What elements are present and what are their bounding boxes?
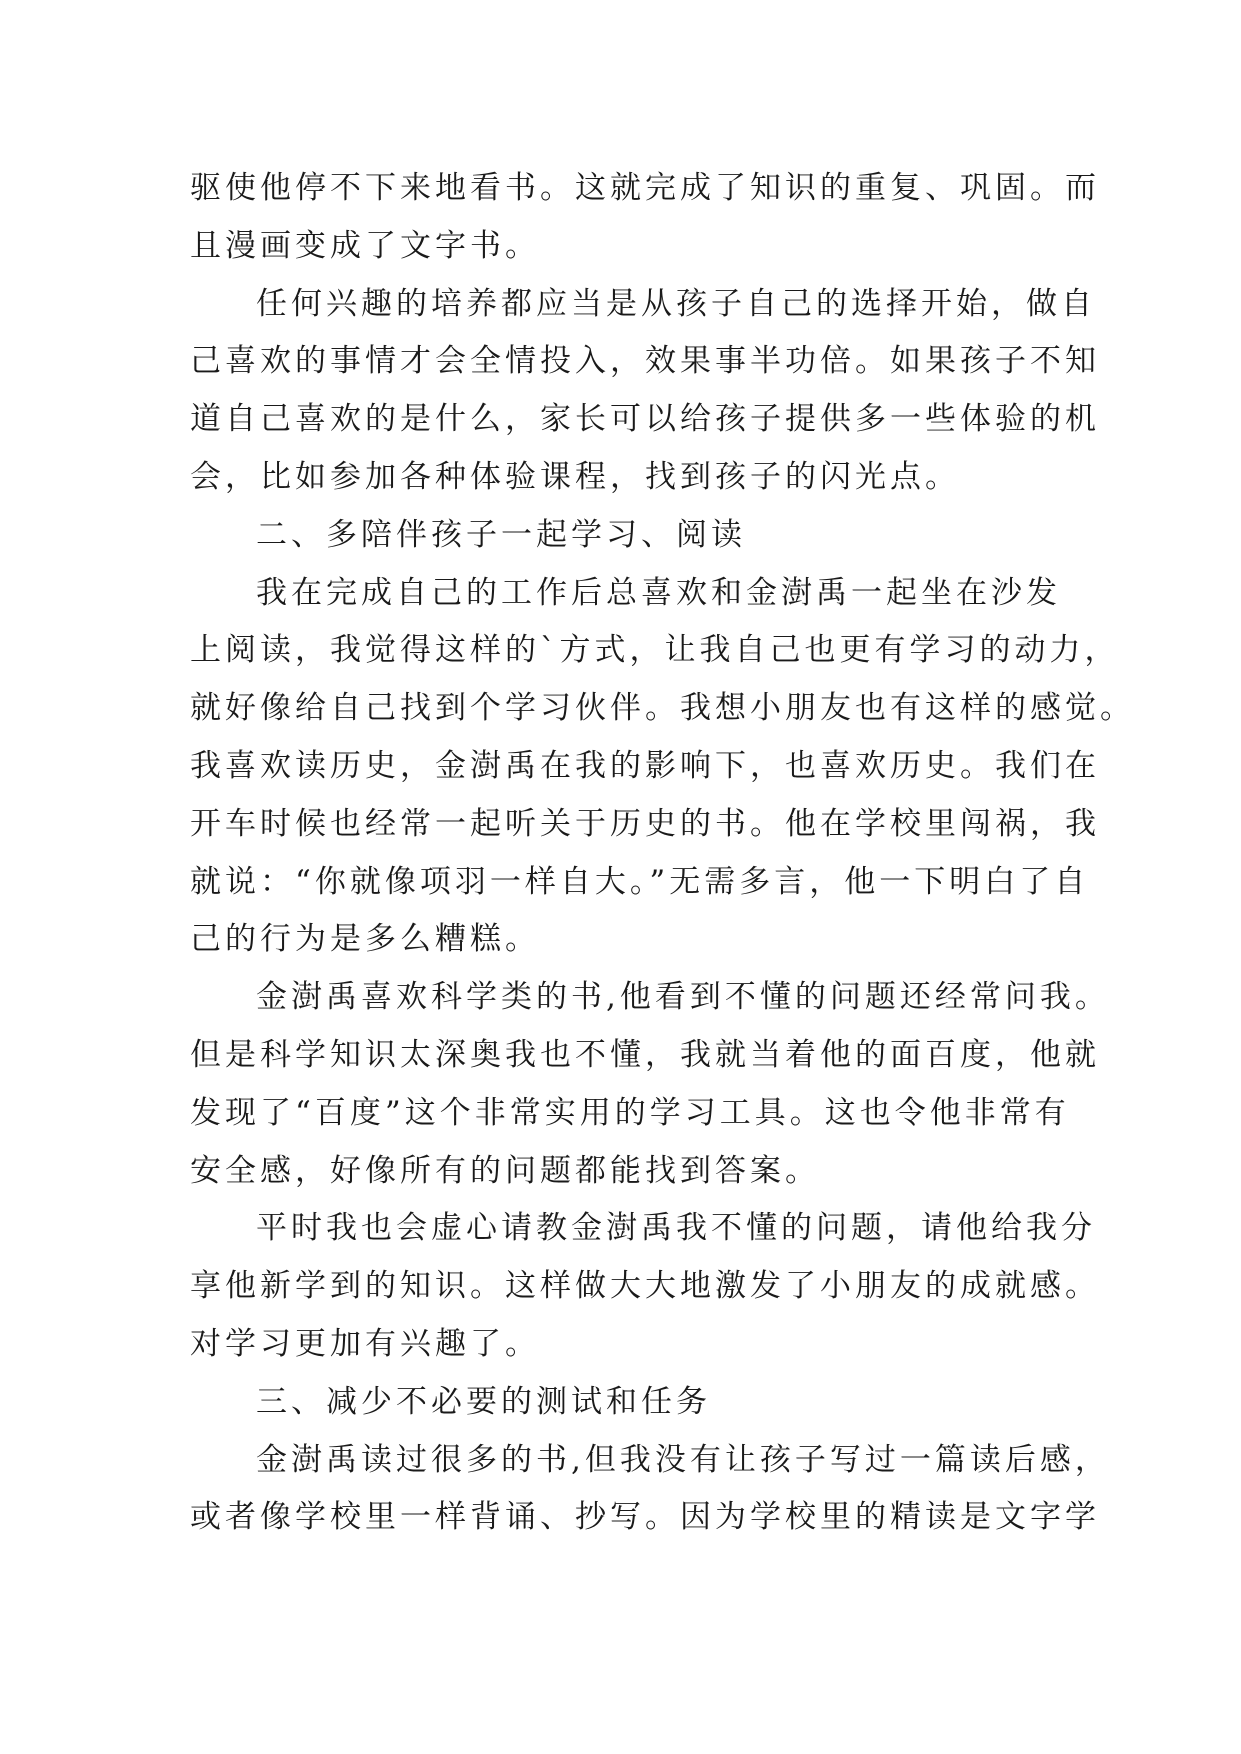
text-line: 己的行为是多么糟糕。 [190,921,540,958]
text-line: 发现了“百度”这个非常实用的学习工具。这也令他非常有 [190,1094,1070,1131]
text-line: 对学习更加有兴趣了。 [190,1325,540,1362]
paragraph-start-line: 我在完成自己的工作后总喜欢和金澍禹一起坐在沙发 [256,574,1061,611]
text-line: 我喜欢读历史，金澍禹在我的影响下，也喜欢历史。我们在 [190,747,1100,784]
text-line: 享他新学到的知识。这样做大大地激发了小朋友的成就感。 [190,1268,1100,1305]
text-line: 会，比如参加各种体验课程，找到孩子的闪光点。 [190,458,960,495]
text-line: 上阅读，我觉得这样的`方式，让我自己也更有学习的动力， [190,632,1120,669]
text-line: 但是科学知识太深奥我也不懂，我就当着他的面百度，他就 [190,1036,1100,1073]
text-line: 道自己喜欢的是什么，家长可以给孩子提供多一些体验的机 [190,401,1100,438]
text-line: 开车时候也经常一起听关于历史的书。他在学校里闯祸，我 [190,805,1100,842]
text-line: 己喜欢的事情才会全情投入，效果事半功倍。如果孩子不知 [190,343,1100,380]
section-heading: 二、多陪伴孩子一起学习、阅读 [256,516,746,553]
section-heading: 三、减少不必要的测试和任务 [256,1383,711,1420]
paragraph-start-line: 金澍禹读过很多的书,但我没有让孩子写过一篇读后感， [256,1441,1110,1478]
paragraph-start-line: 任何兴趣的培养都应当是从孩子自己的选择开始，做自 [256,285,1096,322]
paragraph-start-line: 金澍禹喜欢科学类的书,他看到不懂的问题还经常问我。 [256,979,1110,1016]
text-line: 就好像给自己找到个学习伙伴。我想小朋友也有这样的感觉。 [190,690,1135,727]
text-line: 或者像学校里一样背诵、抄写。因为学校里的精读是文字学 [190,1499,1100,1536]
text-line: 驱使他停不下来地看书。这就完成了知识的重复、巩固。而 [190,170,1100,206]
text-line: 就说：“你就像项羽一样自大。”无需多言，他一下明白了自 [190,863,1090,900]
paragraph-start-line: 平时我也会虚心请教金澍禹我不懂的问题，请他给我分 [256,1210,1096,1247]
document-body [190,160,1135,1547]
text-line: 且漫画变成了文字书。 [190,227,540,264]
text-line: 安全感，好像所有的问题都能找到答案。 [190,1152,820,1189]
